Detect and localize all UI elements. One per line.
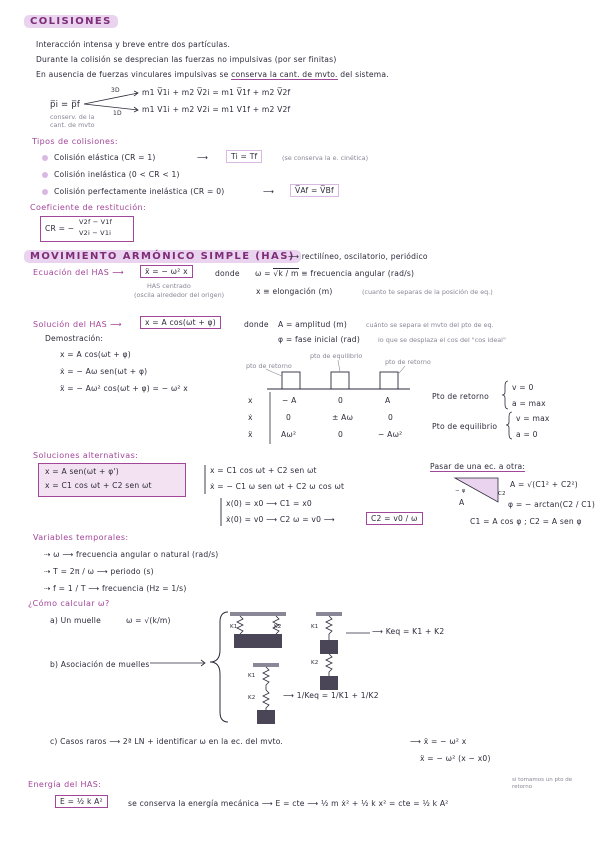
eq-2: a = 0: [516, 430, 538, 439]
table-var: x: [248, 396, 253, 405]
ceiling: [316, 612, 342, 616]
table-cell: − Aω²: [378, 430, 403, 439]
sol-box: x = A cos(ωt + φ): [140, 316, 221, 329]
energy-box: E = ½ k A²: [55, 795, 108, 808]
spring-icon: [263, 667, 269, 690]
A-def: A = amplitud (m): [278, 320, 348, 329]
section-title-calcular: ¿Cómo calcular ω?: [28, 599, 110, 608]
table-cell: 0: [338, 430, 344, 439]
phi-note: lo que se desplaza el cos del "cos ideal": [378, 336, 506, 344]
alt-line: ẋ = − C1 ω sen ωt + C2 ω cos ωt: [210, 482, 345, 491]
mass-block: [257, 710, 275, 724]
pto-retorno-label: pto de retorno: [246, 362, 292, 370]
demo-label: Demostración:: [45, 334, 104, 343]
table-var: ẍ: [248, 430, 253, 439]
eq-label: Pto de equilibrio: [432, 422, 498, 431]
ceiling: [253, 663, 279, 667]
table-cell: 0: [338, 396, 344, 405]
restitution-den: V2i − V1i: [79, 229, 112, 237]
brace: [502, 381, 508, 409]
label-1d: 1D: [113, 110, 122, 117]
ec-label: Ecuación del HAS ⟶: [33, 268, 125, 277]
tri-c2: C2: [498, 491, 506, 497]
demo-line: ẍ = − Aω² cos(ωt + φ) = − ω² x: [60, 384, 188, 393]
x-def: x ≡ elongación (m): [256, 287, 333, 296]
spring-icon: [326, 654, 332, 676]
arrow: ⟶: [197, 153, 209, 162]
table-cell: − A: [282, 396, 297, 405]
text-part: En ausencia de fuerzas vinculares impulsivas se: [36, 70, 229, 79]
temporal-line: ⇢ T = 2π / ω ⟶ periodo (s): [44, 567, 154, 576]
alt-line: ẋ(0) = v0 ⟶ C2 ω = v0 ⟶: [226, 515, 335, 524]
calc-c2: ẍ = − ω² (x − x0): [420, 754, 491, 763]
text-line: Interacción intensa y breve entre dos partículas.: [36, 40, 231, 49]
block-center: [331, 372, 349, 389]
calc-a: a) Un muelle: [50, 616, 101, 625]
section-title-restitucion: Coeficiente de restitución:: [30, 203, 147, 212]
ceiling: [230, 612, 286, 616]
pto-retorno-label: pto de retorno: [385, 358, 431, 366]
table-cell: 0: [286, 413, 292, 422]
spring-label: K1: [248, 673, 256, 679]
demo-line: ẋ = − Aω sen(ωt + φ): [60, 367, 148, 376]
section-title-energia: Energía del HAS:: [28, 780, 102, 789]
tipo-label: Colisión elástica (CR = 1): [54, 153, 156, 162]
x-note: (cuanto te separas de la posición de eq.): [362, 288, 493, 296]
alt-line: x = C1 cos ωt + C2 sen ωt: [210, 466, 317, 475]
spring-label: K2: [274, 624, 282, 630]
text-part: del sistema.: [340, 70, 389, 79]
alt-line: x(0) = x0 ⟶ C1 = x0: [226, 499, 312, 508]
calc-b: b) Asociación de muelles: [50, 660, 150, 669]
block-left: [282, 372, 300, 389]
centered-note: (oscila alrededor del origen): [134, 291, 225, 299]
result-box: Ti = Tf: [226, 150, 262, 163]
mass-block: [320, 640, 338, 654]
spring-label: K1: [230, 624, 238, 630]
brace: [506, 412, 512, 439]
A-note: cuánto se separa el mvto del pto de eq.: [366, 321, 494, 329]
momentum-note: conserv. de la cant. de mvto: [50, 113, 95, 129]
phi-def: φ = fase inicial (rad): [278, 335, 360, 344]
block-right: [380, 372, 398, 389]
mass-block: [320, 676, 338, 690]
section-title-mas: MOVIMIENTO ARMÓNICO SIMPLE (HAS): [24, 250, 301, 263]
ret-2: a = max: [512, 399, 546, 408]
ec-box: ẍ = − ω² x: [140, 265, 193, 278]
alt-line: x = A sen(ωt + φ'): [45, 467, 119, 476]
omega-def-b: ≡ frecuencia angular (rad/s): [301, 269, 415, 278]
tipo-label: Colisión perfectamente inelástica (CR = 0): [54, 187, 225, 196]
alt-line: x = C1 cos ωt + C2 sen ωt: [45, 481, 152, 490]
arrow: ⟶: [263, 187, 275, 196]
spring-label: K1: [311, 624, 319, 630]
highlight-text: conserva la cant. de mvto.: [231, 70, 338, 79]
pasar-label: Pasar de una ec. a otra:: [430, 462, 526, 471]
sol-donde: donde: [244, 320, 269, 329]
pointer: [338, 360, 340, 372]
mas-note: ⟶ rectilíneo, oscilatorio, periódico: [288, 252, 428, 261]
formula: A = √(C1² + C2²): [510, 480, 578, 489]
eq-1: v = max: [516, 414, 550, 423]
tipo-label: Colisión inelástica (0 < CR < 1): [54, 170, 180, 179]
demo-line: x = A cos(ωt + φ): [60, 350, 131, 359]
restitution-lhs: CR = −: [45, 224, 75, 233]
temporal-line: ⇢ ω ⟶ frecuencia angular o natural (rad/s): [44, 550, 219, 559]
tri-A: A: [459, 498, 465, 507]
omega-def-a: ω =: [255, 269, 271, 278]
spring-icon: [273, 616, 279, 634]
table-cell: 0: [388, 413, 394, 422]
temporal-line: ⇢ f = 1 / T ⟶ frecuencia (Hz = 1/s): [44, 584, 187, 593]
equation-3d: m1 V̅1i + m2 V̅2i = m1 V̅1f + m2 V̅2f: [142, 88, 291, 97]
arrow-3d: [84, 93, 138, 104]
triangle-diagram: [455, 478, 498, 502]
calc-a-eq: ω = √(k/m): [126, 616, 171, 625]
table-cell: ± Aω: [332, 413, 354, 422]
section-title-tipos: Tipos de colisiones:: [32, 137, 118, 146]
equation-1d: m1 V1i + m2 V2i = m1 V1f + m2 V2f: [142, 105, 291, 114]
arrow-1d: [84, 104, 138, 110]
keq-parallel: ⟶ Keq = K1 + K2: [372, 627, 445, 636]
omega-sqrt-arg: k / m: [278, 269, 299, 278]
table-var: ẋ: [248, 413, 253, 422]
section-title-temporales: Variables temporales:: [33, 533, 129, 542]
section-title-colisiones: COLISIONES: [24, 15, 118, 28]
label-3d: 3D: [111, 87, 120, 94]
momentum-equation: p̅i = p̅f: [50, 100, 81, 110]
tipo-note: (se conserva la e. cinética): [282, 154, 369, 162]
keq-series: ⟶ 1/Keq = 1/K1 + 1/K2: [283, 691, 379, 700]
pto-equilibrio-label: pto de equilibrio: [310, 352, 363, 360]
formula: C1 = A cos φ ; C2 = A sen φ: [470, 517, 582, 526]
text-line: Durante la colisión se desprecian las fuerzas no impulsivas (por ser finitas): [36, 55, 337, 64]
pointer: [398, 366, 405, 374]
result-box: V̅Af = V̅Bf: [290, 184, 339, 197]
spring-icon: [237, 616, 243, 634]
table-cell: Aω²: [281, 430, 297, 439]
calc-c: c) Casos raros ⟶ 2ª LN + identificar ω en la ec. del mvto.: [50, 737, 284, 746]
table-cell: A: [385, 396, 391, 405]
energy-text: se conserva la energía mecánica ⟶ E = cte ⟶ ½ m ẋ² + ½ k x² = cte = ½ k A²: [128, 799, 449, 808]
centered-note: HAS centrado: [147, 282, 191, 290]
pointer: [266, 369, 282, 376]
tri-phi: − φ: [455, 488, 466, 494]
sol-label: Solución del HAS ⟶: [33, 320, 122, 329]
ret-1: v = 0: [512, 383, 534, 392]
ret-label: Pto de retorno: [432, 392, 490, 401]
ec-donde: donde: [215, 269, 240, 278]
calc-c1: ⟶ ẍ = − ω² x: [410, 737, 467, 746]
restitution-num: V2f − V1f: [79, 218, 113, 226]
spring-icon: [326, 616, 332, 640]
spring-icon: [263, 690, 269, 710]
formula: φ = − arctan(C2 / C1): [508, 500, 595, 509]
omega-sqrt: √k / m: [273, 269, 299, 278]
c2-box: C2 = v0 / ω: [366, 512, 423, 525]
spring-label: K2: [248, 695, 256, 701]
section-title-alternativas: Soluciones alternativas:: [33, 451, 139, 460]
spring-label: K2: [311, 660, 319, 666]
brace: [210, 612, 228, 722]
mass-block: [234, 634, 282, 648]
energy-note: si tomamos un pto de retorno: [512, 777, 573, 790]
